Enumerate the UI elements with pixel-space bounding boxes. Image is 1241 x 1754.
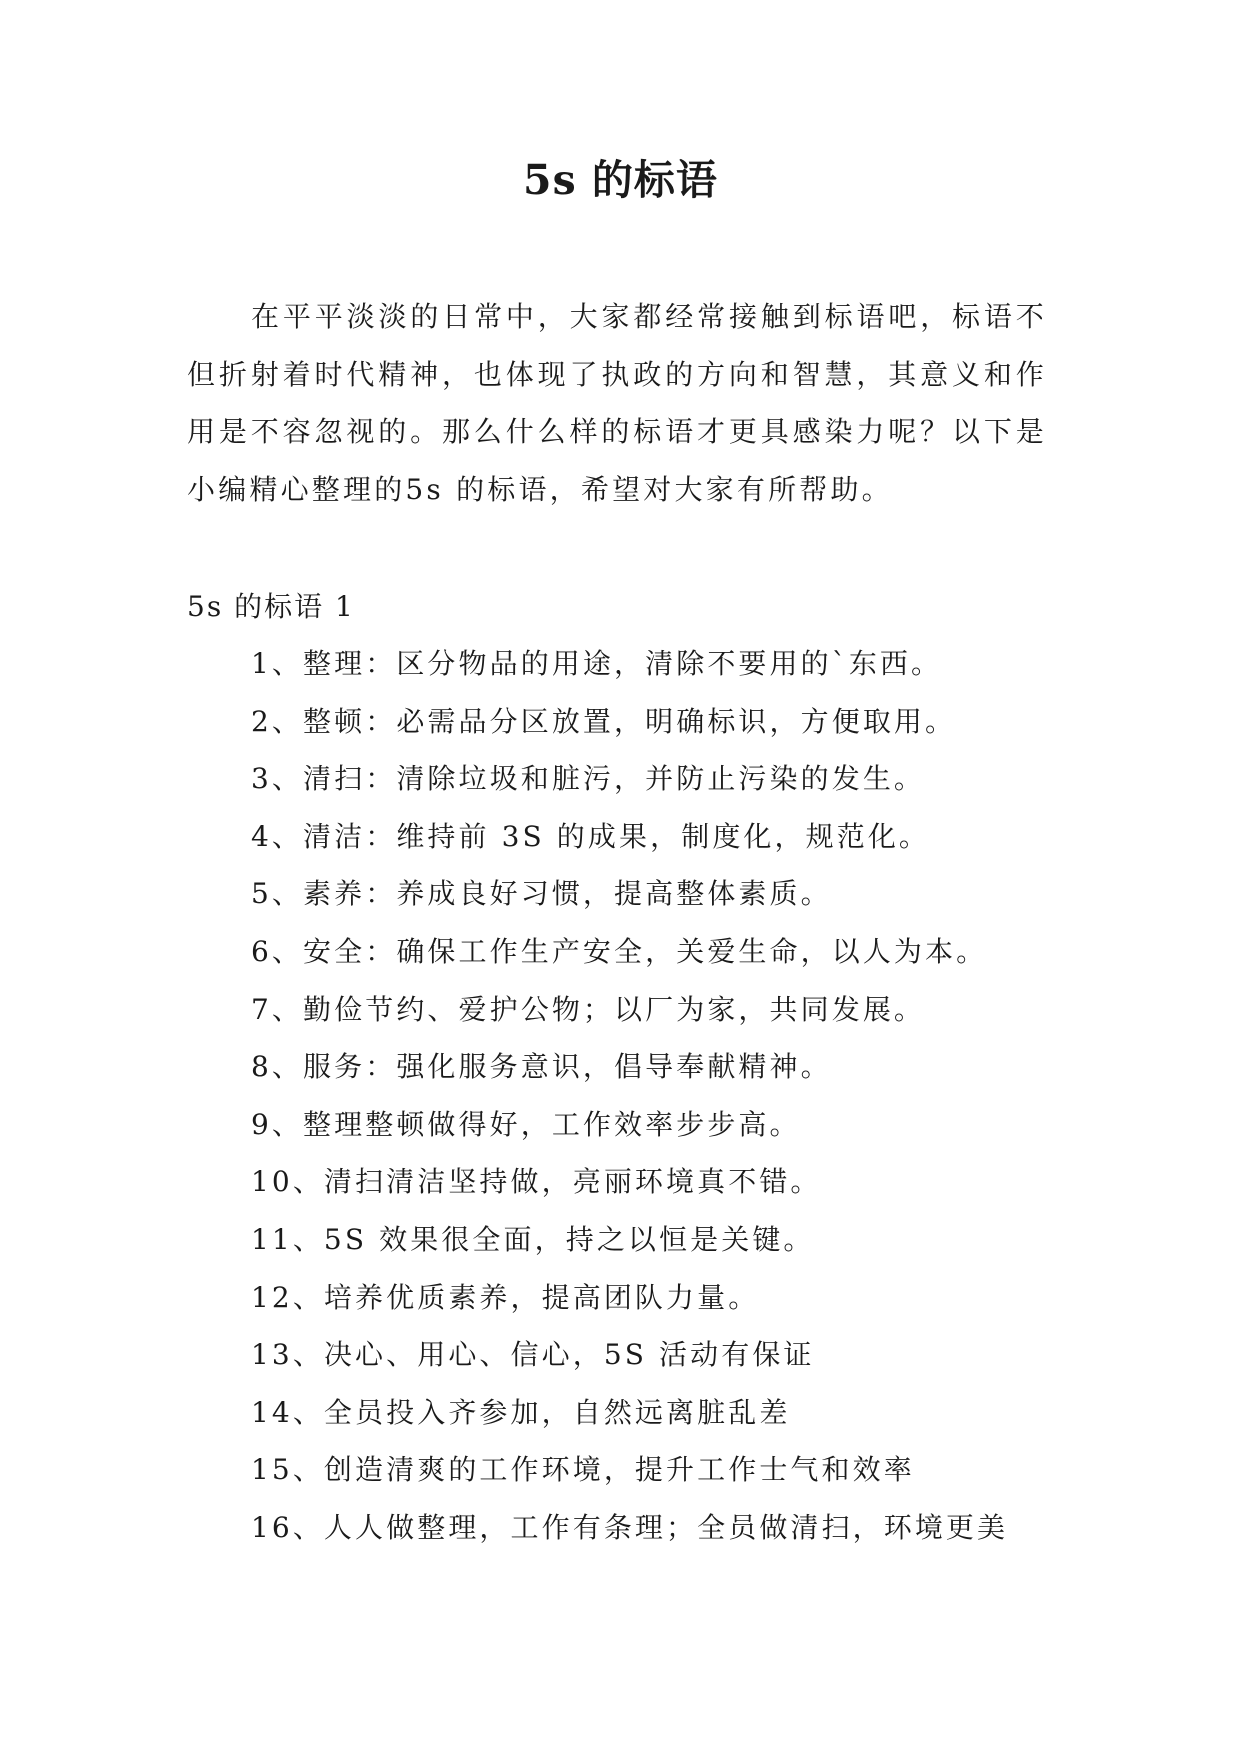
slogan-item: 5、素养：养成良好习惯，提高整体素质。	[251, 877, 832, 911]
slogan-item: 3、清扫：清除垃圾和脏污，并防止污染的发生。	[251, 762, 926, 796]
section-heading: 5s 的标语 1	[187, 590, 355, 623]
page-title: 5s 的标语	[523, 156, 718, 204]
slogan-item: 4、清洁：维持前 3S 的成果，制度化，规范化。	[251, 819, 931, 853]
slogan-item: 1、整理：区分物品的用途，清除不要用的`东西。	[251, 647, 943, 680]
slogan-item: 10、清扫清洁坚持做，亮丽环境真不错。	[251, 1165, 822, 1199]
slogan-item: 15、创造清爽的工作环境，提升工作士气和效率	[251, 1453, 915, 1487]
slogan-item: 9、整理整顿做得好，工作效率步步高。	[251, 1107, 801, 1141]
slogan-item: 8、服务：强化服务意识，倡导奉献精神。	[251, 1050, 832, 1084]
slogan-item: 11、5S 效果很全面，持之以恒是关键。	[251, 1222, 815, 1256]
slogan-list	[251, 635, 1008, 1557]
slogan-item: 16、人人做整理，工作有条理；全员做清扫，环境更美	[251, 1510, 1009, 1544]
slogan-item: 6、安全：确保工作生产安全，关爱生命，以人为本。	[251, 934, 988, 968]
slogan-item: 12、培养优质素养，提高团队力量。	[251, 1280, 760, 1314]
intro-paragraph: 在平平淡淡的日常中，大家都经常接触到标语吧，标语不但折射着时代精神，也体现了执政的方向和智慧，其意义和作用是不容忽视的。那么什么样的标语才更具感染力呢？以下是小编精心整理的5s 的标语，希望对大家有所帮助。	[187, 300, 1047, 506]
slogan-item: 13、决心、用心、信心，5S 活动有保证	[251, 1338, 815, 1372]
slogan-item: 2、整顿：必需品分区放置，明确标识，方便取用。	[251, 704, 957, 738]
slogan-item: 7、勤俭节约、爱护公物；以厂为家，共同发展。	[251, 992, 926, 1026]
slogan-item: 14、全员投入齐参加，自然远离脏乱差	[251, 1395, 791, 1429]
